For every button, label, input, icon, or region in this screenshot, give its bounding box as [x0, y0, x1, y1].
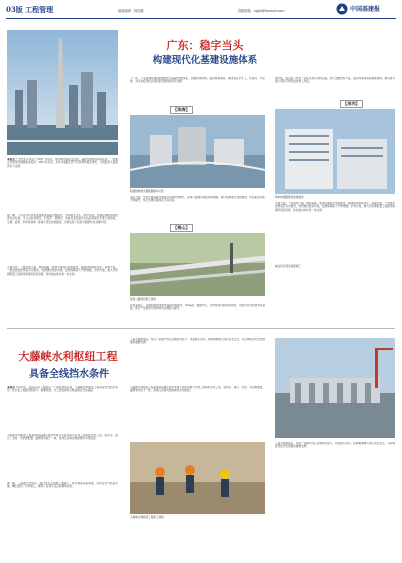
header-rule [6, 18, 396, 19]
article1-right-3: 据介绍，相关部门将进一步优化项目审批流程，加大金融支持力度，强化用地用海等要素保障，推动更多重大项目尽快形成实物工作量。 [275, 77, 395, 84]
section-label-foshan: 【佛山】 [170, 224, 193, 232]
photo-caption-2: 高速公路项目施工现场 [130, 298, 156, 301]
section-label-shenzhen: 【深圳】 [340, 100, 363, 108]
datengxia-dam-image [275, 338, 395, 438]
article1-lead [7, 158, 118, 211]
article1-lead-text: 广州市近年来以“大城市”为底色，推动城市高质量发展，基础设施网络持续完善，一批重点交通项目相继建成投用。2021年以来，全市交通固定资产投资保持稳定增长，为稳经济大盘提供有力支撑。 [7, 158, 118, 168]
article1-right-col-text: 交通方面，一批高速公路、城际铁路、轨道交通项目加快建设，路网结构持续优化。能源方面，一批清洁能源项目有序推进，电网建设稳步实施，能源保障能力不断增强。水利方面，重大水资源配置工程建设取得阶段性进展，防洪减灾体系进一步完善。 [275, 202, 395, 212]
section-label-zhuhai: 【珠海】 [170, 106, 193, 114]
zhuhai-bridge-image [130, 115, 265, 188]
editor-credit: 版面编辑：林伯鹏 [118, 9, 144, 13]
article1-right-1: 项目方面，全省交通基础设施投资保持较快增长，高速公路通车里程持续增加，港口航道建设加快推进，机场枢纽功能不断提升，综合交通运输体系日趋完善。 [130, 196, 265, 203]
article2-body-1: 大藤峡水利枢纽工程是国务院确定的172项节水供水重大水利工程的标志性工程，集防洪、航运、发电、水资源配置、灌溉等功能于一体，是珠江流域关键控制性水利枢纽。 [7, 434, 118, 441]
article1-body-2: 交通方面，一批高速公路、城际铁路、轨道交通项目加快建设，路网结构持续优化。能源方面，一批清洁能源项目有序推进，电网建设稳步实施，能源保障能力不断增强。水利方面，重大水资源配置工程建设取得阶段性进展，防洪减灾体系进一步完善。 [7, 266, 118, 276]
article2-lead [7, 386, 118, 431]
mailbox-credit: 投稿邮箱：zgjtb@foxmail.com [238, 9, 285, 13]
shenzhen-building-image [275, 109, 395, 194]
foshan-construction-image [130, 233, 265, 296]
photo-foshan [130, 233, 265, 296]
article2-title-line1: 大藤峡水利枢纽工程 [18, 350, 118, 363]
article1-right-col-body [275, 202, 395, 262]
article2-title-line2: 具备全线挡水条件 [29, 369, 109, 380]
article2-body-3: 工程全面建成后，将进一步提升西江流域防洪能力，改善航运条件，保障粤港澳大湾区供水安全，为区域经济社会发展提供重要支撑。 [130, 338, 265, 345]
photo-caption-1: 新建的轨道交通线路通车运营 [130, 190, 164, 193]
photo-caption-3: 城市快速路建设加快推进 [275, 196, 304, 199]
logo-mark-icon [336, 3, 348, 15]
article1-lead-label: 本报讯 [7, 158, 15, 161]
article1-body-3: 下一步，广东将继续围绕构建现代化基础设施体系，加强统筹协调，强化要素保障，推动项目早开工、早建设、早见效，为全省经济社会高质量发展提供坚实支撑。 [130, 77, 265, 84]
article2-right-body: 工程全面建成后，将进一步提升西江流域防洪能力，改善航运条件，保障粤港澳大湾区供水安全，为区域经济社会发展提供重要支撑。 [275, 442, 395, 449]
article2-photo-caption: 大藤峡水利枢纽工程施工现场 [130, 516, 164, 519]
photo-datengxia [275, 338, 395, 438]
photo-city-skyline [7, 30, 118, 155]
article2-body-2: 据了解，工程建设过程中，建设者们克服施工强度大、技术难度高等困难，坚持安全与质量并重，精心组织、科学施工，确保了各项节点目标顺利实现。 [7, 482, 118, 489]
city-skyline-image [7, 30, 118, 155]
photo-zhuhai [130, 115, 265, 188]
article1-right-2: 在此基础上，各地积极推进新型基础设施建设，5G基站、数据中心、充电桩等设施布局加快，为数字经济发展夯实基础，助力产业转型升级和城市治理能力提升。 [130, 304, 265, 311]
article2-lead-label: 本报讯 [7, 386, 16, 389]
section-divider [7, 328, 395, 329]
photo-shenzhen [275, 109, 395, 194]
photo-caption-4: 重点民生项目加紧施工 [275, 265, 301, 268]
logo [336, 2, 398, 16]
article1-title-line2: 构建现代化基建设施体系 [152, 55, 258, 66]
article2-body-4: 大藤峡水利枢纽工程是国务院确定的172项节水供水重大水利工程的标志性工程，集防洪、航运、发电、水资源配置、灌溉等功能于一体，是珠江流域关键控制性水利枢纽。 [130, 386, 265, 393]
article1-body-1: 据了解，广东省今年以来加快推进基础设施建设，坚持稳字当头、稳中求进，统筹疫情防控和经济社会发展，全力以赴抓项目、扩投资、稳增长。省重点项目建设完成投资超过年度计划进度，交通、能源、水利等领域一批重大项目加快推进，有效发挥了投资对稳增长的关键作用。 [7, 214, 118, 224]
page-label: 03版 工程管理 [6, 5, 54, 14]
logo-text: 中国基建报 [350, 6, 381, 13]
photo-datengxia-workers [130, 442, 265, 514]
page-header [0, 0, 402, 21]
article1-title-line1: 广东：稳字当头 [166, 39, 244, 52]
workers-construction-image [130, 442, 265, 514]
article2-lead-text: 4月27日，随着左岸工程最后一个坝块浇筑完成，大藤峡水利枢纽工程具备全线挡水条件，标志着工程建设取得又一重要进展，为工程发挥综合效益奠定坚实基础。 [7, 386, 118, 393]
